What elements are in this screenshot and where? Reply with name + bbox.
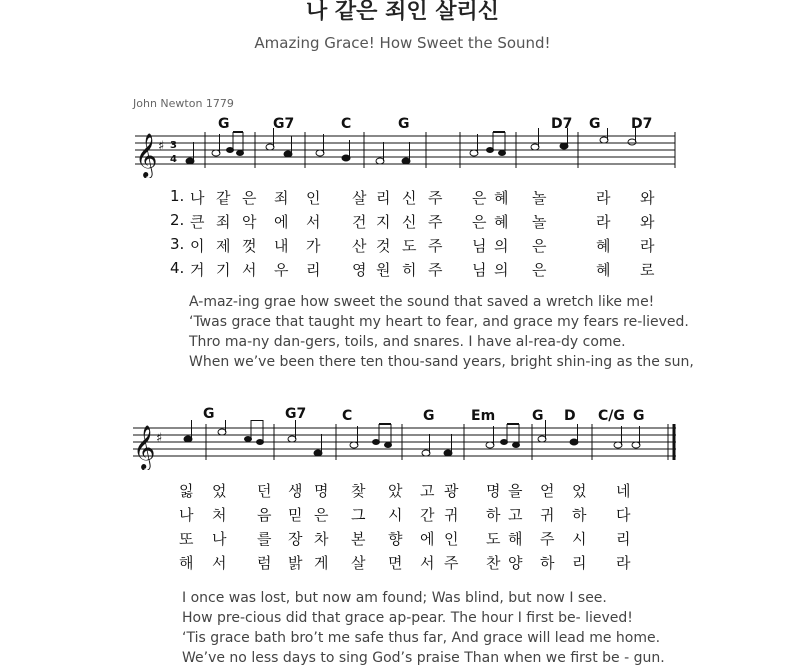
chord: C bbox=[342, 408, 353, 424]
english-verse-line-4: When we’ve been there ten thou-sand years, bright shin-ing as the sun, bbox=[189, 354, 694, 370]
treble-clef-icon: 𝄞 bbox=[135, 133, 158, 177]
chord: C/G bbox=[598, 408, 625, 424]
korean-verse-1-cont: 잃 었 던 생 명 찾 았 고 광 명 을 얻 었 네 bbox=[179, 482, 631, 500]
korean-verse-2-cont: 나 처 음 믿 은 그 시 간 귀 하 고 귀 하 다 bbox=[179, 506, 631, 524]
korean-verse-1: 1. 나 같 은 죄 인 살 리 신 주 은 혜 놀 라 와 bbox=[170, 187, 655, 207]
hymn-subtitle: Amazing Grace! How Sweet the Sound! bbox=[254, 34, 551, 52]
music-staff bbox=[130, 128, 680, 178]
chord: G bbox=[589, 116, 601, 132]
korean-verse-4-cont: 해 서 럼 밝 게 살 면 서 주 찬 양 하 리 라 bbox=[179, 554, 631, 572]
chord: G bbox=[633, 408, 645, 424]
sharp-icon: ♯ bbox=[158, 139, 165, 154]
chord: G bbox=[203, 406, 215, 422]
korean-verse-2: 2. 큰 죄 악 에 서 건 지 신 주 은 혜 놀 라 와 bbox=[170, 211, 655, 231]
notes bbox=[186, 128, 675, 168]
english-verse-line-5: I once was lost, but now am found; Was blind, but now I see. bbox=[182, 590, 607, 606]
chord: G bbox=[398, 116, 410, 132]
english-verse-line-2: ‘Twas grace that taught my heart to fear, and grace my fears re-lieved. bbox=[189, 314, 689, 330]
chord: G bbox=[532, 408, 544, 424]
chord: G7 bbox=[273, 116, 295, 132]
time-signature: 4 bbox=[170, 154, 177, 165]
chord: D7 bbox=[551, 116, 573, 132]
english-verse-line-3: Thro ma-ny dan-gers, toils, and snares. I have al-rea-dy come. bbox=[189, 334, 626, 350]
time-signature: 3 bbox=[170, 140, 177, 151]
treble-clef-icon: 𝄞 bbox=[133, 425, 156, 469]
english-verse-line-1: A-maz-ing grae how sweet the sound that saved a wretch like me! bbox=[189, 294, 655, 310]
chord: Em bbox=[471, 408, 496, 424]
chord: G bbox=[423, 408, 435, 424]
composer-credit: John Newton 1779 bbox=[133, 97, 234, 110]
chord: G7 bbox=[285, 406, 307, 422]
korean-verse-4: 4. 거 기 서 우 리 영 원 히 주 님 의 은 혜 로 bbox=[170, 259, 655, 279]
hymn-title: 나 같은 죄인 살리신 bbox=[306, 0, 499, 24]
chord: C bbox=[341, 116, 352, 132]
notes bbox=[184, 420, 674, 460]
staff-lines bbox=[133, 428, 676, 456]
sharp-icon: ♯ bbox=[156, 431, 163, 446]
english-verse-line-6: How pre-cious did that grace ap-pear. The hour I first be- lieved! bbox=[182, 610, 633, 626]
korean-verse-3-cont: 또 나 를 장 차 본 향 에 인 도 해 주 시 리 bbox=[179, 530, 631, 548]
english-verse-line-8: We’ve no less days to sing God’s praise Than when we first be - gun. bbox=[182, 650, 665, 666]
chord: D7 bbox=[631, 116, 653, 132]
chord: D bbox=[564, 408, 576, 424]
korean-verse-3: 3. 이 제 껏 내 가 산 것 도 주 님 의 은 혜 라 bbox=[170, 235, 655, 255]
english-verse-line-7: ‘Tis grace bath bro’t me safe thus far, And grace will lead me home. bbox=[182, 630, 661, 646]
music-staff bbox=[128, 420, 680, 470]
chord: G bbox=[218, 116, 230, 132]
